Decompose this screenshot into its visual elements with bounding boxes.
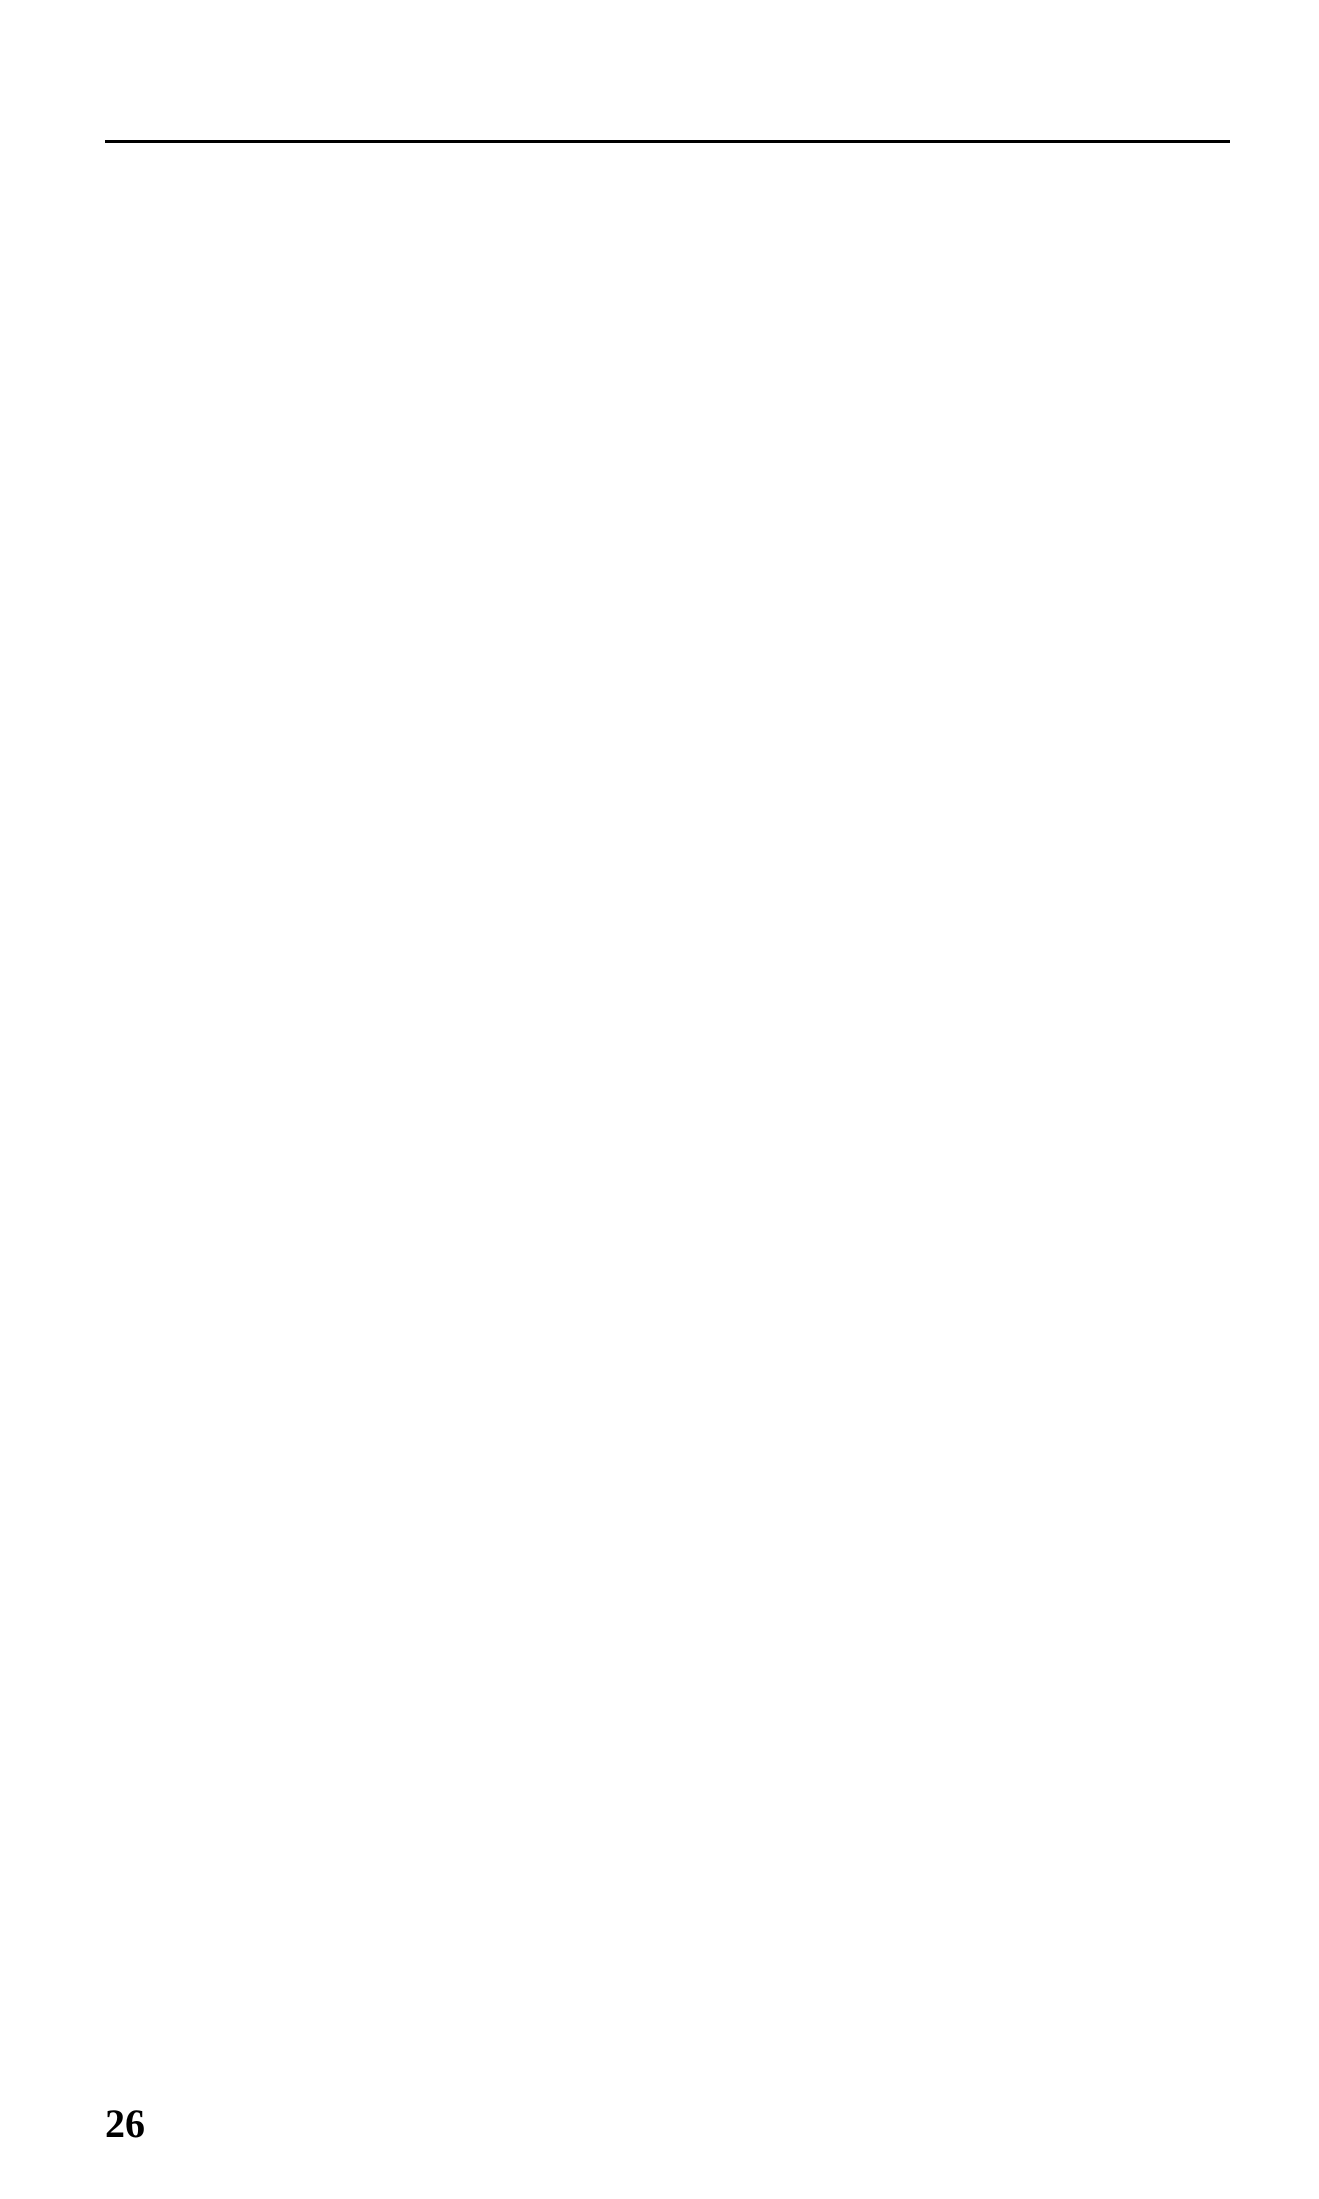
- running-head: [105, 100, 1230, 143]
- page-number: 26: [105, 2101, 145, 2146]
- body-text: [105, 185, 1230, 2065]
